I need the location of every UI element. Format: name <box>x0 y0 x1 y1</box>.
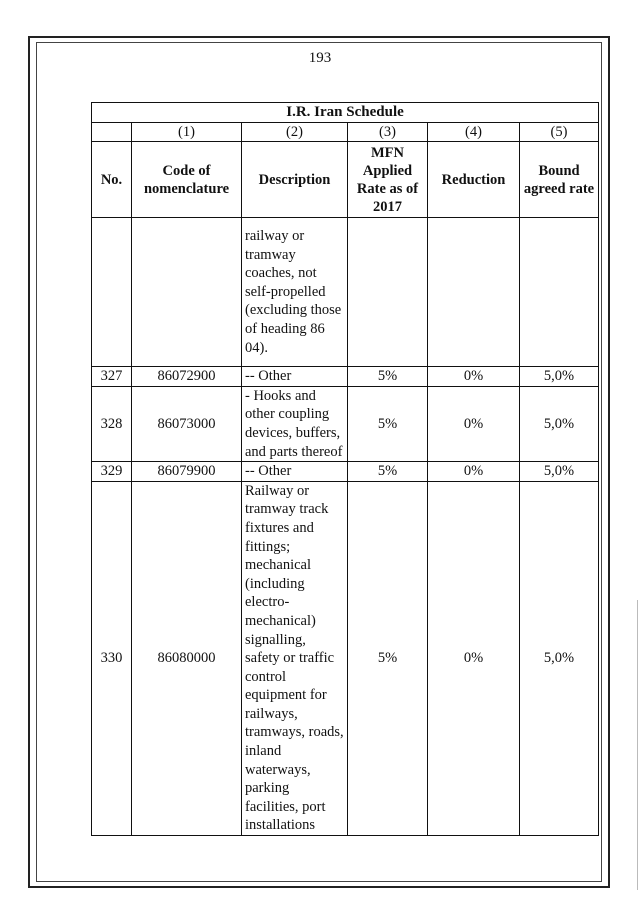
row-bound: 5,0% <box>520 481 599 835</box>
row-bound: 5,0% <box>520 367 599 387</box>
table-row <box>92 481 599 835</box>
column-number-empty <box>92 122 132 142</box>
row-code: 86080000 <box>132 481 242 835</box>
row-no: 330 <box>92 481 132 835</box>
header-description: Description <box>242 142 348 218</box>
schedule-table <box>91 102 599 836</box>
row-bound: 5,0% <box>520 462 599 482</box>
header-no: No. <box>92 142 132 218</box>
column-number-5: (5) <box>520 122 599 142</box>
row-code: 86073000 <box>132 386 242 461</box>
row-bound: 5,0% <box>520 386 599 461</box>
header-mfn-rate: MFN Applied Rate as of 2017 <box>348 142 428 218</box>
header-reduction: Reduction <box>428 142 520 218</box>
row-description: -- Other <box>242 367 348 387</box>
row-reduction: 0% <box>428 481 520 835</box>
row-no <box>92 218 132 367</box>
table-row <box>92 386 599 461</box>
header-code: Code of nomenclature <box>132 142 242 218</box>
column-number-2: (2) <box>242 122 348 142</box>
table-row <box>92 218 599 367</box>
table-title: I.R. Iran Schedule <box>92 103 599 123</box>
row-no: 329 <box>92 462 132 482</box>
row-description: -- Other <box>242 462 348 482</box>
row-description: railway or tramway coaches, not self-propelled (excluding those of heading 86 04). <box>242 218 348 367</box>
column-number-4: (4) <box>428 122 520 142</box>
column-number-1: (1) <box>132 122 242 142</box>
table-title-row <box>92 103 599 123</box>
column-number-3: (3) <box>348 122 428 142</box>
row-reduction: 0% <box>428 386 520 461</box>
row-no: 328 <box>92 386 132 461</box>
row-no: 327 <box>92 367 132 387</box>
row-reduction: 0% <box>428 367 520 387</box>
page-number: 193 <box>308 50 332 66</box>
row-mfn: 5% <box>348 462 428 482</box>
column-number-row <box>92 122 599 142</box>
row-mfn: 5% <box>348 367 428 387</box>
row-description: Railway or tramway track fixtures and fittings; mechanical (including electro-mechanical) signalling, safety or traffic control equipment for railways, tramways, roads, inland waterways, parking facilities, port installations <box>242 481 348 835</box>
header-row <box>92 142 599 218</box>
row-code <box>132 218 242 367</box>
scan-edge-line <box>637 600 638 890</box>
row-mfn <box>348 218 428 367</box>
row-code: 86072900 <box>132 367 242 387</box>
table-row <box>92 462 599 482</box>
row-mfn: 5% <box>348 386 428 461</box>
row-code: 86079900 <box>132 462 242 482</box>
row-description: - Hooks and other coupling devices, buffers, and parts thereof <box>242 386 348 461</box>
row-mfn: 5% <box>348 481 428 835</box>
row-bound <box>520 218 599 367</box>
table-row <box>92 367 599 387</box>
header-bound-rate: Bound agreed rate <box>520 142 599 218</box>
row-reduction <box>428 218 520 367</box>
row-reduction: 0% <box>428 462 520 482</box>
